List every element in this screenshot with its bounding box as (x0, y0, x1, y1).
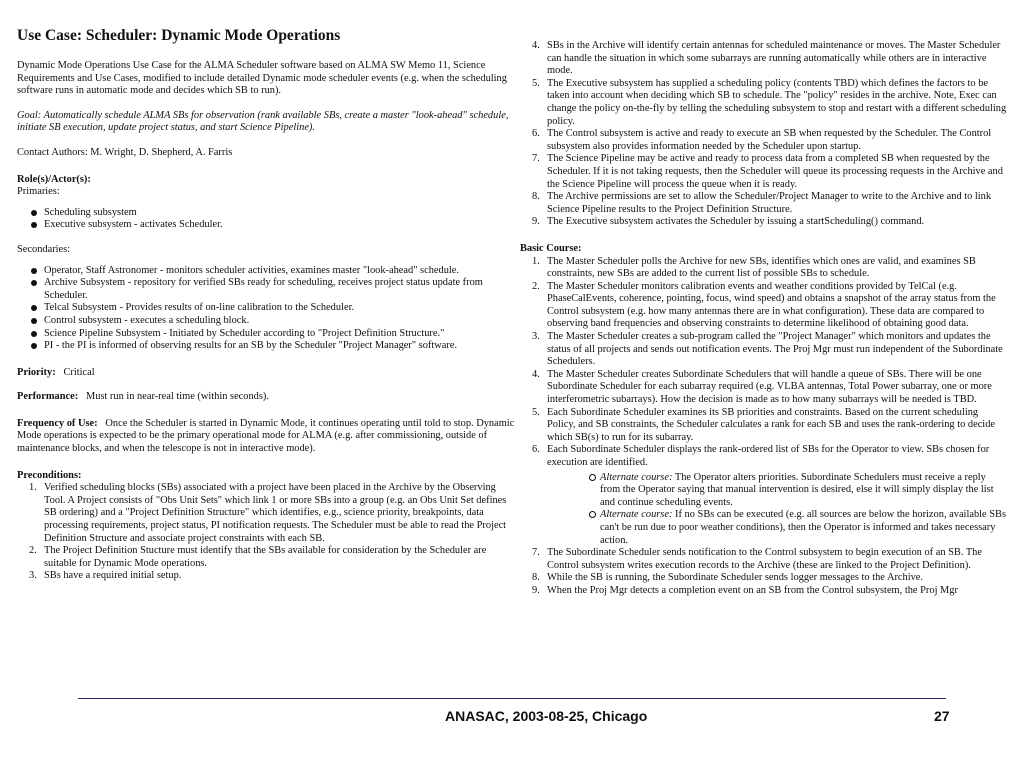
performance-row (17, 391, 517, 404)
left-column (17, 26, 517, 583)
contact-authors: Contact Authors: M. Wright, D. Shepherd, A. Farris (17, 146, 233, 158)
preconditions-list-left (17, 482, 517, 583)
preconditions-list-right (520, 40, 1007, 229)
page-number: 27 (934, 708, 950, 724)
list-item: 5. Each Subordinate Scheduler examines its SB priorities and constraints. Based on the current scheduling Policy, and SB constraints, the Scheduler calculates a rank for each SB and uses the rank-ordering to decide which SB(s) to run for its subarray. (532, 406, 996, 443)
list-item: 9. When the Proj Mgr detects a completion event on an SB from the Control subsystem, the Proj Mgr (532, 584, 958, 596)
list-item: 4. The Master Scheduler creates Subordinate Schedulers that will handle a queue of SBs. There will be one Subordinate Scheduler for each subarray required (e.g. VLBA antennas, Total Power subarray, one or more interferometric subarrays). How the decision is made as to how many subarrays will be needed is TBD. (532, 368, 992, 406)
frequency-value: Once the Scheduler is started in Dynamic Mode, it continues operating until told to stop. Dynamic Mode operations is expected to be the primary operational mode for ALMA (e.g. after commissioning, outside of maintenance blocks, and when the telescope is not in interactive mode). (17, 417, 515, 455)
list-item: 7. The Science Pipeline may be active and ready to process data from a completed SB when requested by the Scheduler. If it is not taking requests, then the Scheduler will queue its processing requests in the Archive and the Science Pipeline will process the queue when it is ready. (532, 153, 1003, 190)
list-item: 5. The Executive subsystem has supplied a scheduling policy (contents TBD) which defines the factors to be taken into account when deciding which SB to schedule. The "policy" resides in the archive. Note, Exec can change the policy on-the-fly by telling the scheduling subsystem to stop and restart with a different scheduling policy. (532, 77, 1007, 127)
priority-row (17, 367, 517, 380)
list-item: Control subsystem - executes a scheduling block. (17, 315, 517, 328)
page-title: Use Case: Scheduler: Dynamic Mode Operations (17, 27, 341, 44)
list-item: PI - the PI is informed of observing results for an SB by the Scheduler "Project Manager" software. (17, 340, 517, 353)
alternate-course-item: Alternate course: The Operator alters priorities. Subordinate Schedulers must receive a reply from the Operator saying that manual intervention is desired, else it will simply display the list and continue scheduling events. (547, 472, 1007, 510)
secondaries-list (17, 265, 517, 353)
primaries-list (17, 207, 517, 232)
roles-heading: Role(s)/Actor(s): (17, 173, 91, 185)
list-item: 1. The Master Scheduler polls the Archive for new SBs, identifies which ones are valid, and examines SB constraints, new SBs are added to the current list of possible SBs to schedule. (532, 255, 976, 280)
priority-value: Critical (63, 366, 95, 378)
list-item: 6. Each Subordinate Scheduler displays the rank-ordered list of SBs for the Operator to view. SBs chosen for execution are identified. Alternate course: The Operator alters priorities. Subordinate Schedulers must receive a reply from the Operator saying that manual intervention is desired, else it will simply display the list and continue scheduling events. Alternate course: If no SBs can be executed (e.g. all sources are below the horizon, available SBs can't be run due to poor weather conditions), then the Operator is informed and takes necessary action. (532, 444, 1006, 546)
alternate-courses (547, 472, 1007, 548)
priority-label: Priority: (17, 366, 56, 378)
list-item: 2. The Master Scheduler monitors calibration events and weather conditions provided by TelCal (e.g. PhaseCalEvents, coherence, pointing, focus, wind speed) and obtains a snapshot of the array status from the Control subsystem (e.g. how many antennas there are in what configuration). These data are compared to observing band frequencies and observing constraints to determine likelihood of obtaining good data. (532, 280, 996, 330)
list-item: Telcal Subsystem - Provides results of on-line calibration to the Scheduler. (17, 302, 517, 315)
basic-course-list (520, 256, 1007, 598)
preconditions-heading: Preconditions: (17, 469, 82, 481)
intro-paragraph: Dynamic Mode Operations Use Case for the ALMA Scheduler software based on ALMA SW Memo 11, Science Requirements and Use Cases, modified to include detailed Dynamic mode scheduler events (e.g. when the scheduling software runs in automatic mode and decides which SB to run). (17, 60, 507, 97)
list-item: Executive subsystem - activates Scheduler. (17, 219, 517, 232)
goal-paragraph: Goal: Automatically schedule ALMA SBs for observation (rank available SBs, create a master "look-ahead" schedule, initiate SB execution, update project status, and start Science Pipeline). (17, 109, 509, 134)
list-item: Operator, Staff Astronomer - monitors scheduler activities, examines master "look-ahead" schedule. (17, 265, 517, 278)
list-item: Science Pipeline Subsystem - Initiated by Scheduler according to "Project Definition Structure." (17, 328, 517, 341)
alternate-course-item: Alternate course: If no SBs can be executed (e.g. all sources are below the horizon, available SBs can't be run due to poor weather conditions), then the Operator is informed and takes necessary action. (547, 509, 1007, 547)
frequency-label: Frequency of Use: (17, 417, 98, 429)
performance-label: Performance: (17, 391, 79, 403)
list-item: 7. The Subordinate Scheduler sends notification to the Control subsystem to begin execution of an SB. The Control subsystem writes execution records to the Archive (these are linked to the Project Definition). (532, 547, 982, 571)
basic-course-heading: Basic Course: (520, 242, 582, 254)
performance-value: Must run in near-real time (within seconds). (85, 391, 269, 403)
list-item: 8. While the SB is running, the Subordinate Scheduler sends logger messages to the Archive. (532, 572, 924, 584)
footer-text: ANASAC, 2003-08-25, Chicago (445, 708, 648, 724)
list-item: 4. SBs in the Archive will identify certain antennas for scheduled maintenance or moves. The Master Scheduler can handle the situation in which some subarrays are running automatically while others are in interactive mode. (532, 40, 1001, 77)
list-item: 8. The Archive permissions are set to allow the Scheduler/Project Manager to write to the Archive and to link Science Pipeline results to the Project Definition Structure. (532, 191, 992, 215)
frequency-row (17, 418, 517, 456)
primaries-label: Primaries: (17, 186, 60, 198)
list-item: Archive Subsystem - repository for verified SBs ready for scheduling, receives project status update from Scheduler. (17, 277, 517, 302)
list-item: 1. Verified scheduling blocks (SBs) associated with a project have been placed in the Archive by the Observing Tool. A Project consists of "Obs Unit Sets" which link 1 or more SBs into a group (e.g. an Obs Unit Set defines SB ordering) and a "Project Definition Structure" which identifies, e.g., science priority, breakpoints, data processing requirements, project status, PI notification requests. The Scheduler must be able to read the Project Definition Structure and associate project constraints with each SB. (29, 482, 507, 544)
list-item: 9. The Executive subsystem activates the Scheduler by issuing a startScheduling() command. (532, 216, 925, 228)
secondaries-label: Secondaries: (17, 243, 71, 255)
list-item: 3. SBs have a required initial setup. (29, 570, 182, 582)
list-item: 2. The Project Definition Stucture must identify that the SBs available for consideration by the Scheduler are suitable for Dynamic Mode operations. (29, 545, 487, 569)
footer-divider (78, 698, 946, 699)
list-item: 6. The Control subsystem is active and ready to execute an SB when requested by the Scheduler. The Control subsystem also provides information needed by the Scheduler upon startup. (532, 128, 992, 152)
list-item: 3. The Master Scheduler creates a sub-program called the "Project Manager" which monitors and updates the status of all projects and sends out notification events. The Proj Mgr must run independent of the Subordinate Schedulers. (532, 331, 1003, 368)
right-column (520, 40, 1007, 598)
list-item: Scheduling subsystem (17, 207, 517, 220)
